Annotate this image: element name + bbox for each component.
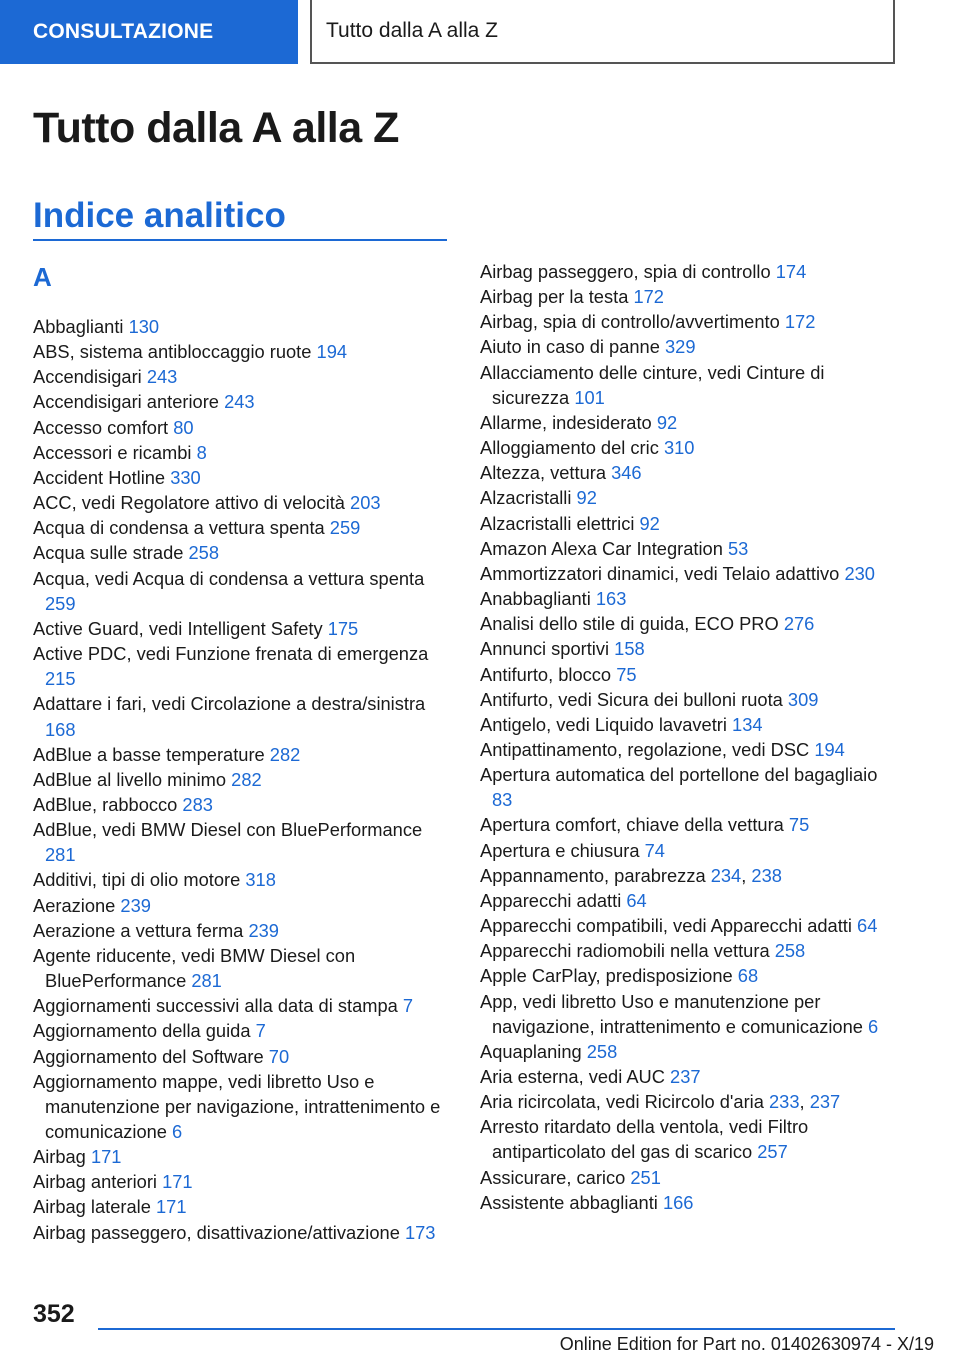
index-entry: [33, 515, 453, 540]
index-entry-text: Antipattinamento, regolazione, vedi DSC: [480, 738, 810, 760]
index-entry: [33, 540, 453, 565]
page-reference-link[interactable]: 92: [656, 411, 678, 433]
page-reference-link[interactable]: 318: [245, 869, 276, 891]
index-entry: [480, 762, 895, 812]
index-entry: [33, 918, 453, 943]
page-reference-link[interactable]: 134: [732, 713, 763, 735]
index-entry-text: Additivi, tipi di olio motore: [33, 869, 241, 891]
index-entry: [480, 309, 895, 334]
index-entry: [480, 1190, 895, 1215]
page-reference-link[interactable]: 92: [576, 487, 597, 509]
index-entry-text: Active PDC, vedi Funzione frenata di emergenza: [33, 643, 429, 665]
page-reference-link[interactable]: 281: [191, 970, 222, 992]
index-entry: [480, 485, 895, 510]
index-entry: [33, 742, 453, 767]
page-reference-link[interactable]: 6: [172, 1121, 183, 1142]
page-reference-link[interactable]: 175: [327, 617, 359, 639]
index-entry-text: Altezza, vettura: [480, 462, 606, 484]
page-reference-link[interactable]: 234: [710, 864, 742, 886]
index-entry: [33, 1194, 453, 1219]
index-entry-text: Apertura comfort, chiave della vettura: [480, 814, 784, 836]
index-entry: [480, 989, 895, 1039]
page-reference-link[interactable]: 101: [574, 386, 605, 408]
index-entry-text: Annunci sportivi: [480, 638, 610, 660]
index-entry: [480, 938, 895, 963]
index-entry: [480, 888, 895, 913]
index-entry-text: Aerazione a vettura ferma: [33, 919, 244, 941]
page-reference-link[interactable]: 259: [329, 517, 361, 539]
index-entry-text: Apparecchi radiomobili nella vettura: [480, 940, 770, 962]
index-entry-text: Allacciamento delle cinture, vedi Cinture di sicurezza: [480, 361, 825, 408]
index-entry: [33, 1169, 453, 1194]
page-reference-link[interactable]: 230: [844, 562, 875, 584]
index-entry-text: AdBlue, vedi BMW Diesel con BluePerformance: [33, 819, 423, 841]
index-entry-text: Apertura automatica del portellone del bagagliaio: [480, 764, 878, 786]
index-entry: [480, 636, 895, 661]
index-entry-text: Alloggiamento del cric: [480, 437, 659, 459]
page-reference-link[interactable]: 282: [269, 743, 301, 765]
index-entry: [480, 611, 895, 636]
index-entry: [33, 339, 453, 364]
page-reference-link[interactable]: 194: [316, 341, 348, 363]
index-entry-text: Assicurare, carico: [480, 1166, 626, 1188]
index-entry: [33, 867, 453, 892]
chapter-header-label: Tutto dalla A alla Z: [326, 19, 498, 42]
index-entry-text: Aria ricircolata, vedi Ricircolo d'aria: [480, 1091, 764, 1113]
page-reference-link[interactable]: 7: [255, 1020, 266, 1042]
page-reference-link[interactable]: 258: [774, 940, 806, 962]
page-reference-link[interactable]: 64: [626, 889, 647, 911]
index-entry: [33, 616, 453, 641]
page-reference-link[interactable]: 258: [586, 1040, 618, 1062]
index-entry: [33, 1044, 453, 1069]
index-entry: [33, 993, 453, 1018]
index-entry: [33, 566, 453, 616]
page-reference-link[interactable]: 163: [595, 588, 627, 610]
page-reference-link[interactable]: 75: [788, 814, 810, 836]
index-entry-text: Antifurto, blocco: [480, 663, 612, 685]
index-entry-text: Allarme, indesiderato: [480, 411, 652, 433]
index-entry-text: Airbag, spia di controllo/avvertimento: [480, 311, 780, 333]
index-entry: [480, 259, 895, 284]
index-entry-text: AdBlue, rabbocco: [33, 793, 178, 815]
index-entry: [33, 792, 453, 817]
index-entry-text: Aggiornamento della guida: [33, 1020, 251, 1042]
index-entry-text: Apparecchi compatibili, vedi Apparecchi adatti: [480, 915, 852, 937]
section-tab: [0, 0, 298, 64]
index-entry: [33, 1069, 453, 1144]
index-entry-text: Acqua, vedi Acqua di condensa a vettura spenta: [33, 567, 425, 589]
index-entry: [480, 334, 895, 359]
page-reference-link[interactable]: 243: [224, 391, 255, 413]
page-reference-link[interactable]: 172: [633, 286, 664, 308]
page-title: Tutto dalla A alla Z: [33, 104, 399, 152]
page-reference-link[interactable]: 166: [662, 1191, 694, 1213]
index-entry-text: Airbag laterale: [33, 1196, 151, 1218]
index-column-right: [480, 259, 895, 1215]
index-entry-text: Apparecchi adatti: [480, 889, 622, 911]
index-entry: [480, 1064, 895, 1089]
page-reference-link[interactable]: 130: [128, 316, 160, 337]
index-entry-text: Anabbaglianti: [480, 588, 591, 610]
page-reference-link[interactable]: 53: [727, 537, 749, 559]
index-entry: [480, 460, 895, 485]
index-entry-text: Accesso comfort: [33, 416, 169, 438]
page-reference-link[interactable]: 68: [737, 965, 759, 987]
page-reference-link[interactable]: 233: [769, 1091, 800, 1113]
page-reference-link[interactable]: 7: [402, 995, 414, 1017]
page-reference-link[interactable]: 203: [350, 492, 381, 514]
index-entry-text: Aggiornamenti successivi alla data di stampa: [33, 995, 398, 1017]
page-reference-link[interactable]: 251: [630, 1166, 661, 1188]
index-entry: [480, 812, 895, 837]
page-reference-link[interactable]: 243: [146, 366, 178, 388]
index-entry: [33, 490, 453, 515]
index-entry: [33, 1018, 453, 1043]
section-title: Indice analitico: [33, 196, 286, 235]
page-reference-link[interactable]: 237: [670, 1066, 701, 1087]
section-tab-label: CONSULTAZIONE: [33, 20, 214, 43]
index-entry-text: Antifurto, vedi Sicura dei bulloni ruota: [480, 688, 783, 710]
index-entry: [33, 415, 453, 440]
page-reference-link[interactable]: 168: [45, 718, 76, 740]
index-entry-text: AdBlue al livello minimo: [33, 768, 227, 790]
index-entry: [33, 943, 453, 993]
index-entry-text: App, vedi libretto Uso e manutenzione per navigazione, intrattenimento e comunicazione: [480, 990, 863, 1037]
index-entry: [33, 817, 453, 867]
index-entry-text: Aerazione: [33, 894, 116, 916]
page-reference-link[interactable]: 283: [182, 793, 213, 815]
index-entry: [33, 389, 453, 414]
page-reference-link[interactable]: 239: [120, 894, 151, 916]
index-entry: [33, 314, 453, 339]
index-entry-text: Aggiornamento del Software: [33, 1045, 264, 1067]
page-reference-link[interactable]: 281: [45, 844, 76, 866]
index-entry-text: Accident Hotline: [33, 466, 166, 488]
page-reference-link[interactable]: 258: [188, 542, 220, 564]
index-column-left: [33, 314, 453, 1245]
index-entry: [480, 410, 895, 435]
index-entry: [33, 893, 453, 918]
page-reference-link[interactable]: 329: [665, 336, 696, 358]
page-reference-link[interactable]: 92: [639, 512, 660, 534]
index-entry-text: Airbag per la testa: [480, 286, 629, 308]
index-entry-text: Ammortizzatori dinamici, vedi Telaio adattivo: [480, 562, 840, 584]
index-entry: Aria ricircolata, vedi Ricircolo d'aria 233, 237: [480, 1091, 841, 1113]
index-entry: [480, 737, 895, 762]
page-reference-link[interactable]: 215: [45, 668, 76, 690]
index-entry: [480, 360, 895, 410]
page-reference-link[interactable]: 346: [611, 462, 642, 484]
index-entry-text: Acqua sulle strade: [33, 542, 184, 564]
page-reference-link[interactable]: 194: [814, 738, 845, 760]
page-reference-link[interactable]: 276: [783, 613, 815, 635]
page-reference-link[interactable]: 310: [663, 437, 695, 459]
index-entry: [480, 536, 895, 561]
page-reference-link[interactable]: 174: [775, 261, 807, 282]
index-entry-text: Acqua di condensa a vettura spenta: [33, 517, 325, 539]
index-entry: [480, 561, 895, 586]
index-entry: [480, 284, 895, 309]
page-reference-link[interactable]: 171: [155, 1196, 187, 1218]
page-reference-link[interactable]: 238: [751, 864, 782, 886]
page-number: 352: [33, 1300, 75, 1328]
page-reference-link[interactable]: 172: [784, 311, 816, 333]
index-entry: [33, 440, 453, 465]
index-entry-text: Aria esterna, vedi AUC: [480, 1066, 665, 1087]
index-entry: [480, 1039, 895, 1064]
index-entry: [480, 586, 895, 611]
page-reference-link[interactable]: 330: [170, 466, 201, 488]
index-entry-text: Apple CarPlay, predisposizione: [480, 965, 733, 987]
index-entry-text: Airbag anteriori: [33, 1171, 157, 1193]
page-reference-link[interactable]: 6: [868, 1015, 879, 1037]
index-entry-text: Aiuto in caso di panne: [480, 336, 660, 358]
index-entry-text: Accessori e ricambi: [33, 441, 192, 463]
index-entry-text: Apertura e chiusura: [480, 839, 640, 861]
index-entry-text: Arresto ritardato della ventola, vedi Filtro antiparticolato del gas di scarico: [480, 1116, 809, 1163]
page-reference-link[interactable]: 309: [787, 688, 819, 710]
index-entry-text: Accendisigari: [33, 366, 142, 388]
chapter-header: [312, 0, 895, 64]
index-entry: [480, 1165, 895, 1190]
index-entry: [480, 838, 895, 863]
index-entry-text: Adattare i fari, vedi Circolazione a destra/sinistra: [33, 693, 426, 715]
index-entry: [33, 364, 453, 389]
index-entry: [480, 662, 895, 687]
index-entry-text: Airbag passeggero, disattivazione/attivazione: [33, 1221, 400, 1243]
page-reference-link[interactable]: 70: [268, 1045, 290, 1067]
index-entry-text: Alzacristalli elettrici: [480, 512, 635, 534]
index-entry: [33, 641, 453, 691]
index-entry: [33, 691, 453, 741]
index-entry-text: Airbag passeggero, spia di controllo: [480, 261, 771, 282]
index-entry-text: AdBlue a basse temperature: [33, 743, 265, 765]
page-reference-link[interactable]: 237: [809, 1091, 841, 1113]
section-rule: [33, 239, 447, 241]
index-entry-text: Aquaplaning: [480, 1040, 582, 1062]
page-reference-link[interactable]: 259: [45, 592, 76, 614]
page-reference-link[interactable]: 171: [162, 1171, 193, 1193]
index-entry: [480, 435, 895, 460]
index-entry-text: Assistente abbaglianti: [480, 1191, 658, 1213]
index-entry-text: Analisi dello stile di guida, ECO PRO: [480, 613, 779, 635]
page-reference-link[interactable]: 257: [757, 1141, 788, 1163]
index-entry: [33, 1144, 453, 1169]
page-reference-link[interactable]: 282: [231, 768, 262, 790]
page-reference-link[interactable]: 80: [173, 416, 194, 438]
footer-edition: Online Edition for Part no. 01402630974 - X/19: [559, 1334, 934, 1354]
page-reference-link[interactable]: 171: [90, 1146, 122, 1168]
index-entry-text: Airbag: [33, 1146, 86, 1168]
index-entry: Appannamento, parabrezza 234, 238: [480, 864, 782, 886]
index-entry-text: Aggiornamento mappe, vedi libretto Uso e manutenzione per navigazione, intrattenimento e comunicazione: [33, 1070, 441, 1142]
footer-rule: [98, 1328, 895, 1330]
index-entry-text: Alzacristalli: [480, 487, 572, 509]
index-entry: [480, 1114, 895, 1164]
page-reference-link[interactable]: 74: [644, 839, 665, 861]
letter-heading: A: [33, 262, 52, 292]
index-entry-text: Antigelo, vedi Liquido lavavetri: [480, 713, 727, 735]
index-entry: [33, 767, 453, 792]
index-entry-text: Active Guard, vedi Intelligent Safety: [33, 617, 323, 639]
index-entry-text: Amazon Alexa Car Integration: [480, 537, 723, 559]
index-entry: [33, 1220, 453, 1245]
page-reference-link[interactable]: 173: [404, 1221, 436, 1243]
page-reference-link[interactable]: 8: [196, 441, 207, 463]
index-entry-text: Accendisigari anteriore: [33, 391, 219, 413]
index-entry: [480, 712, 895, 737]
index-entry-text: Abbaglianti: [33, 316, 124, 337]
index-entry-text: Agente riducente, vedi BMW Diesel con BluePerformance: [33, 944, 356, 992]
page-reference-link[interactable]: 239: [248, 919, 279, 941]
index-entry-text: Appannamento, parabrezza: [480, 864, 706, 886]
page-reference-link[interactable]: 64: [857, 915, 878, 937]
page-reference-link[interactable]: 158: [614, 638, 645, 660]
index-entry: [33, 465, 453, 490]
index-entry: [480, 687, 895, 712]
page-reference-link[interactable]: 83: [492, 789, 513, 811]
index-entry-text: ACC, vedi Regolatore attivo di velocità: [33, 492, 345, 514]
index-entry: [480, 963, 895, 988]
index-entry-text: ABS, sistema antibloccaggio ruote: [33, 341, 312, 363]
index-entry: [480, 913, 895, 938]
index-entry: [480, 511, 895, 536]
page-reference-link[interactable]: 75: [616, 663, 637, 685]
